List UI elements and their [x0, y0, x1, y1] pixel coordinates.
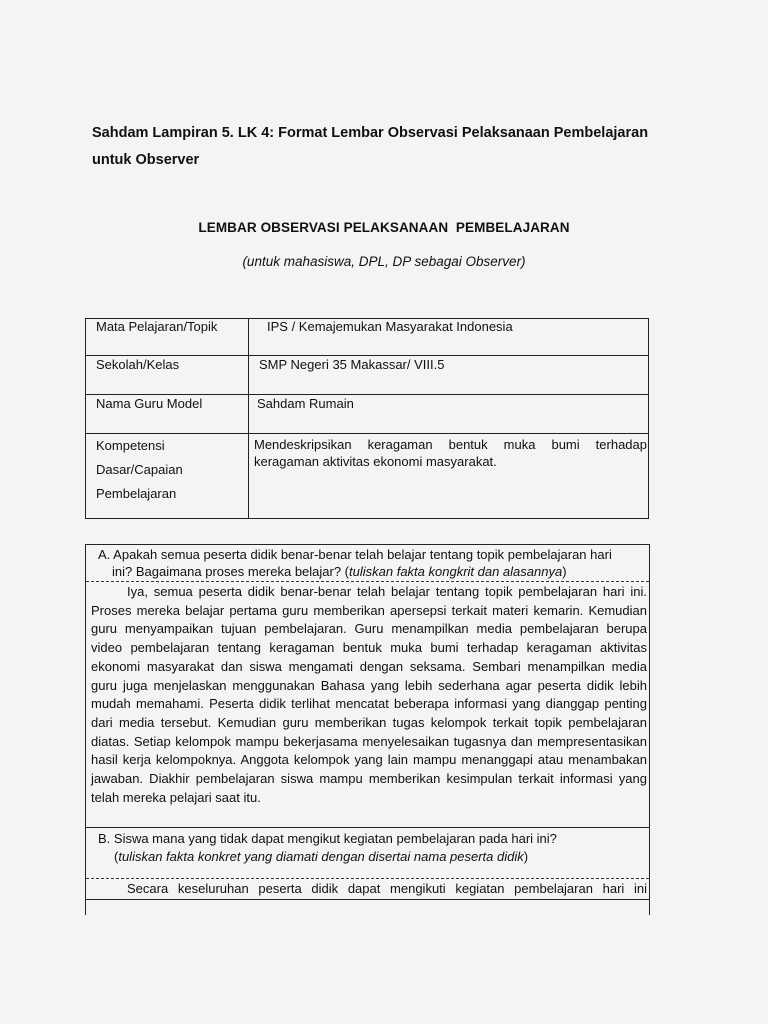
question-b-open: (: [114, 848, 119, 864]
question-a-line-2: [98, 563, 645, 580]
competence-value-line-2: keragaman aktivitas ekonomi masyarakat.: [254, 454, 497, 469]
question-b: [86, 828, 649, 878]
competence-label-line-2: Dasar/Capaian: [96, 462, 183, 477]
heading-line-2: untuk Observer: [92, 152, 200, 168]
observation-box: [85, 544, 650, 915]
form-title: LEMBAR OBSERVASI PELAKSANAAN PEMBELAJARAN: [198, 220, 570, 235]
subject-label: Mata Pelajaran/Topik: [86, 319, 249, 356]
question-a-text: ini? Bagaimana proses mereka belajar? (: [112, 564, 350, 579]
answer-a-text: Iya, semua peserta didik benar-benar telah belajar tentang topik pembelajaran hari ini. Proses mereka belajar pertama guru memberikan apersepsi terkait materi kemarin. Kemudian guru menyampaikan tujuan pembelajaran. Guru menampilkan media pembelajaran berupa video pembelajaran tentang keragaman bentuk muka bumi terhadap keragaman aktivitas ekonomi masyarakat dan siswa mengamati dengan seksama. Sembari menampilkan media guru juga menjelaskan menggunakan Bahasa yang lebih sederhana agar peserta didik lebih mudah memahami. Peserta didik terlihat mencatat beberapa informasi yang dianggap penting dari media tersebut. Kemudian guru memberikan tugas kelompok terkait topik pembelajaran diatas. Setiap kelompok mampu bekerjasama menyelesaikan tugasnya dan mempresentasikan hasil kerja kelompoknya. Anggota kelompok yang lain mampu menanggapi atau menambakan jawaban. Diakhir pembelajaran siswa mampu memberikan kesimpulan terkait informasi yang telah mereka pelajari saat itu.: [91, 584, 647, 805]
competence-label: [86, 434, 249, 519]
teacher-label-text: Nama Guru Model: [96, 396, 203, 411]
question-a: [86, 545, 649, 581]
teacher-label: [86, 395, 249, 434]
teacher-value: Sahdam Rumain: [257, 396, 354, 411]
teacher-value-cell: [249, 395, 649, 434]
question-b-hint: tuliskan fakta konkret yang diamati dengan disertai nama peserta didik: [118, 848, 524, 864]
competence-label-line-1: Kompetensi: [96, 438, 165, 453]
competence-label-line-3: Pembelajaran: [96, 486, 177, 501]
question-b-line-2: [98, 848, 645, 866]
question-b-line-1: B. Siswa mana yang tidak dapat mengikut kegiatan pembelajaran pada hari ini?: [98, 831, 557, 846]
answer-a: [86, 582, 649, 828]
competence-value-line-1: Mendeskripsikan keragaman bentuk muka bumi terhadap: [254, 437, 647, 452]
info-row-school: [86, 356, 649, 395]
heading-line-1: Sahdam Lampiran 5. LK 4: Format Lembar Observasi Pelaksanaan Pembelajaran: [92, 125, 649, 141]
form-subtitle: (untuk mahasiswa, DPL, DP sebagai Observer): [242, 254, 526, 269]
competence-value-cell: [249, 434, 649, 519]
school-value: SMP Negeri 35 Makassar/ VIII.5: [259, 357, 445, 372]
info-row-teacher: [86, 395, 649, 434]
school-label-text: Sekolah/Kelas: [96, 357, 180, 372]
subject-value: IPS / Kemajemukan Masyarakat Indonesia: [267, 319, 513, 334]
info-table: [85, 318, 649, 519]
question-a-hint: tuliskan fakta kongkrit dan alasannya: [349, 564, 563, 579]
school-label: [86, 356, 249, 395]
school-value-cell: [249, 356, 649, 395]
question-a-line-1: A. Apakah semua peserta didik benar-benar telah belajar tentang topik pembelajaran hari: [98, 547, 612, 562]
info-row-competence: [86, 434, 649, 519]
info-row-subject: [86, 319, 649, 356]
document-heading: [92, 120, 712, 174]
question-b-close: ): [523, 848, 529, 864]
subject-value-cell: [249, 319, 649, 356]
question-a-close: ): [562, 564, 567, 579]
answer-b: Secara keseluruhan peserta didik dapat mengikuti kegiatan pembelajaran hari ini: [86, 879, 649, 900]
